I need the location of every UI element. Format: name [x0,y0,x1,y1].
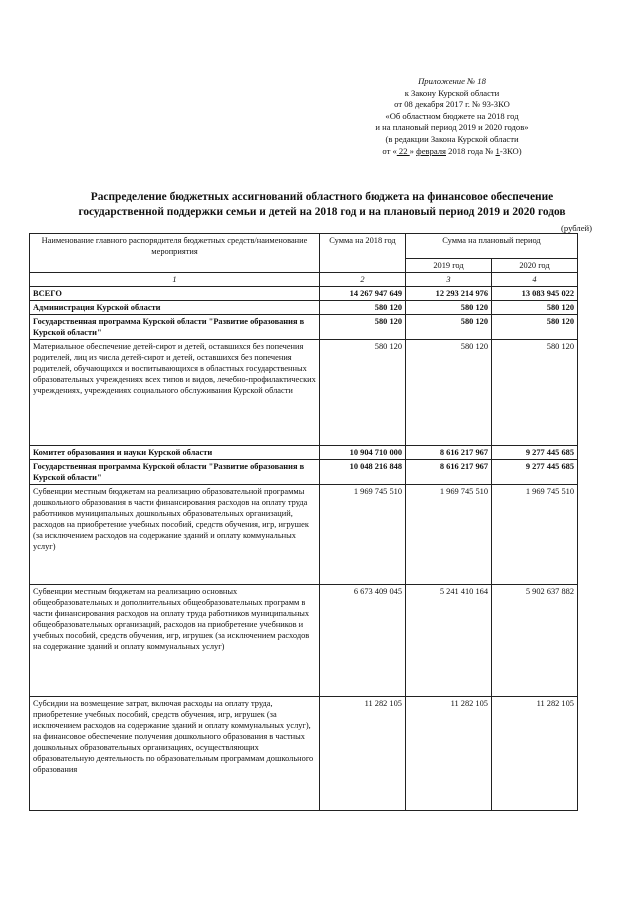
appendix-block [338,76,566,157]
row-value-2019: 12 293 214 976 [406,287,492,301]
row-value-2019: 580 120 [406,315,492,340]
date-day: 22 [396,145,410,156]
table-row [30,315,578,340]
row-value-2020: 580 120 [492,301,578,315]
table-header-row [30,234,578,259]
appendix-line: «Об областном бюджете на 2018 год [385,110,519,121]
table-row [30,446,578,460]
table-row [30,697,578,811]
row-value-2020: 580 120 [492,315,578,340]
table-row [30,485,578,585]
row-value-2019: 8 616 217 967 [406,446,492,460]
row-value-2020: 13 083 945 022 [492,287,578,301]
row-value-2019: 1 969 745 510 [406,485,492,585]
column-number: 3 [406,273,492,287]
row-value-2018: 10 048 216 848 [320,460,406,485]
table-row [30,460,578,485]
row-value-2019: 5 241 410 164 [406,585,492,697]
date-mid: » [409,145,417,156]
date-year: 2018 года № [446,145,496,156]
row-value-2018: 6 673 409 045 [320,585,406,697]
row-value-2020: 11 282 105 [492,697,578,811]
header-planned: Сумма на плановый период [406,234,578,259]
row-value-2018: 580 120 [320,340,406,446]
date-month: февраля [416,145,446,156]
title-line-1: Распределение бюджетных ассигнований областного бюджета на финансовое обеспечение [90,191,554,203]
row-value-2019: 580 120 [406,301,492,315]
law-number: 1 [495,145,500,156]
row-name: Материальное обеспечение детей-сирот и детей, оставшихся без попечения родителей, лиц из числа детей-сирот и детей, оставшихся без попечения родителей, обучающихся и воспитывающихся в областных государственных образовательных учреждениях всех типов и видов, лечебно-профилактических учреждениях, учреждениях социального обслуживания Курской области [30,340,320,446]
row-value-2019: 580 120 [406,340,492,446]
appendix-line: к Закону Курской области [404,87,500,98]
row-name: Государственная программа Курской области "Развитие образования в Курской области" [30,460,320,485]
header-name: Наименование главного распорядителя бюджетных средств/наименование мероприятия [30,234,320,273]
row-value-2020: 580 120 [492,340,578,446]
date-prefix: от « [382,145,397,156]
row-name: Субвенции местным бюджетам на реализацию образовательной программы дошкольного образования в части финансирования расходов на оплату труда работников муниципальных дошкольных образовательных организаций, расходов на приобретение учебных пособий, средств обучения, игр, игрушек (за исключением расходов на содержание зданий и оплату коммунальных услуг) [30,485,320,585]
table-row [30,585,578,697]
row-value-2018: 1 969 745 510 [320,485,406,585]
appendix-line: Приложение № 18 [418,76,486,86]
row-value-2018: 14 267 947 649 [320,287,406,301]
date-suffix: -ЗКО) [499,145,522,156]
appendix-date-line [338,146,566,158]
units-label: (рублей) [561,223,592,233]
row-value-2019: 8 616 217 967 [406,460,492,485]
title-line-2: государственной поддержки семьи и детей на 2018 год и на плановый период 2019 и 2020 годов [78,205,566,218]
row-name: Государственная программа Курской области "Развитие образования в Курской области" [30,315,320,340]
row-value-2018: 580 120 [320,301,406,315]
row-name: Субсидии на возмещение затрат, включая расходы на оплату труда, приобретение учебных пособий, средств обучения, игр, игрушек (за исключением расходов на содержание зданий и оплату коммунальных услуг), на финансовое обеспечение получения дошкольного образования в частных дошкольных образовательных организациях, осуществляющих образовательную деятельность по образовательным программам дошкольного образования [30,697,320,811]
row-value-2019: 11 282 105 [406,697,492,811]
row-name: Субвенции местным бюджетам на реализацию основных общеобразовательных и дополнительных общеобразовательных программ в части финансирования расходов на оплату труда работников муниципальных общеобразовательных организаций, расходов на приобретение учебников и учебных пособий, средств обучения, игр, игрушек (за исключением расходов на содержание зданий и оплату коммунальных услуг) [30,585,320,697]
appendix-line: и на плановый период 2019 и 2020 годов» [375,122,529,133]
row-value-2020: 9 277 445 685 [492,460,578,485]
row-name: Комитет образования и науки Курской области [30,446,320,460]
row-value-2018: 580 120 [320,315,406,340]
column-number: 2 [320,273,406,287]
column-number: 1 [30,273,320,287]
header-2020: 2020 год [492,259,578,273]
appendix-line: (в редакции Закона Курской области [385,133,519,144]
budget-table [29,233,578,811]
header-sum-2018: Сумма на 2018 год [320,234,406,273]
row-value-2020: 5 902 637 882 [492,585,578,697]
row-value-2018: 11 282 105 [320,697,406,811]
row-value-2018: 10 904 710 000 [320,446,406,460]
row-value-2020: 9 277 445 685 [492,446,578,460]
row-name: ВСЕГО [30,287,320,301]
appendix-line: от 08 декабря 2017 г. № 93-ЗКО [394,99,510,110]
table-row [30,340,578,446]
table-row [30,301,578,315]
table-row [30,287,578,301]
column-number: 4 [492,273,578,287]
column-number-row [30,273,578,287]
row-value-2020: 1 969 745 510 [492,485,578,585]
page-title [40,190,604,219]
header-2019: 2019 год [406,259,492,273]
row-name: Администрация Курской области [30,301,320,315]
